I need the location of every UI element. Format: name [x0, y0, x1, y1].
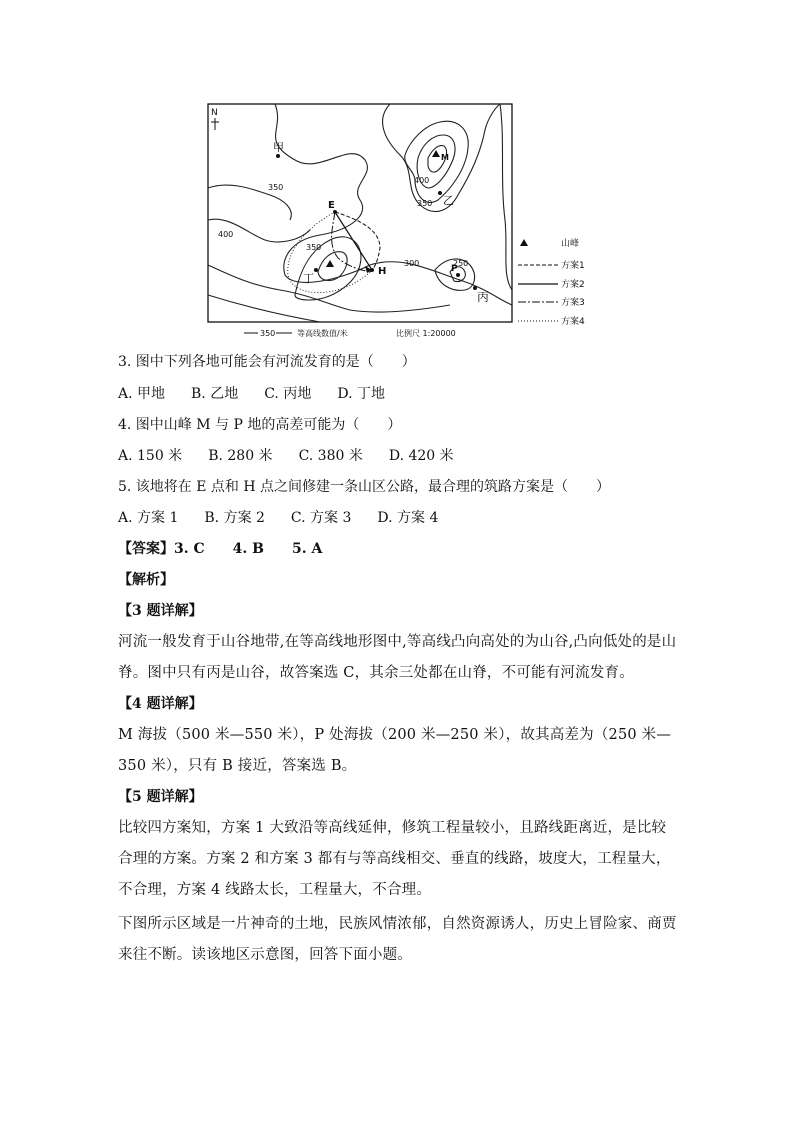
- place-jia-label: 甲: [273, 141, 284, 154]
- answer-line: 【答案】3. C 4. B 5. A: [118, 541, 323, 557]
- q3-option-b: B. 乙地: [191, 386, 239, 402]
- contour-line: [208, 295, 320, 322]
- q3-option-c: C. 丙地: [264, 386, 312, 402]
- detail-4-heading: 【4 题详解】: [118, 696, 203, 712]
- route-plan3: [332, 212, 370, 272]
- contour-value-label: 300: [404, 259, 420, 268]
- legend-plan2-label: 方案2: [561, 280, 585, 290]
- contour-line: [405, 121, 468, 202]
- contour-line: [295, 237, 361, 300]
- point-E-label: E: [328, 200, 335, 211]
- point-P-label: P: [451, 264, 458, 274]
- contour-map: [200, 100, 600, 345]
- peak-M-label: M: [441, 153, 449, 162]
- place-yi-label: 乙: [443, 194, 454, 207]
- legend-peak-icon: [520, 239, 528, 246]
- point-ding: [314, 268, 318, 272]
- point-H-label: H: [378, 266, 387, 277]
- place-ding-label: 丁: [303, 272, 314, 285]
- footer-contour-sample: 350: [260, 329, 276, 338]
- q4-option-c: C. 380 米: [298, 448, 363, 464]
- place-bing-label: 丙: [477, 290, 490, 304]
- contour-value-label: 350: [417, 199, 433, 208]
- q4-option-b: B. 280 米: [208, 448, 273, 464]
- detail-5-text: 比较四方案知，方案 1 大致沿等高线延伸，修筑工程量较小，且路线距离近，是比较合理的方案。方案 2 和方案 3 都有与等高线相交、垂直的线路，坡度大，工程量大，不合理，方案 4 线路太长，工程量大，不合理。: [118, 820, 671, 898]
- peak-ding-icon: [326, 260, 334, 267]
- legend-plan1-label: 方案1: [561, 261, 585, 271]
- footer-contour-text: 等高线数值/米: [297, 329, 348, 338]
- contour-value-label: 350: [268, 183, 284, 192]
- q3-option-d: D. 丁地: [337, 386, 385, 402]
- contour-value-label: 400: [414, 176, 430, 185]
- q5-option-d: D. 方案 4: [377, 510, 439, 526]
- contour-value-label: 400: [218, 230, 234, 239]
- north-label: N: [211, 108, 218, 118]
- contour-value-label: 250: [453, 259, 469, 268]
- q5-option-a: A. 方案 1: [118, 510, 179, 526]
- next-section-intro: 下图所示区域是一片神奇的土地，民族风情浓郁，自然资源诱人，历史上冒险家、商贾来往不断。读该地区示意图，回答下面小题。: [118, 916, 677, 963]
- q5-stem: 5. 该地将在 E 点和 H 点之间修建一条山区公路，最合理的筑路方案是（ ）: [118, 479, 611, 495]
- legend-peak-label: 山峰: [561, 239, 580, 249]
- peak-M-icon: [432, 150, 440, 157]
- q4-options: [118, 446, 480, 466]
- q3-stem: 3. 图中下列各地可能会有河流发育的是（ ）: [118, 354, 416, 370]
- contour-map-figure: [200, 100, 600, 345]
- detail-3-heading: 【3 题详解】: [118, 603, 203, 619]
- footer-scale: 比例尺 1:20000: [396, 329, 456, 338]
- route-plan1: [335, 212, 380, 272]
- q5-option-b: B. 方案 2: [204, 510, 265, 526]
- point-jia: [276, 154, 280, 158]
- analysis-heading: 【解析】: [118, 572, 174, 588]
- detail-3-text: 河流一般发育于山谷地带,在等高线地形图中,等高线凸向高处的为山谷,凸向低处的是山脊。图中只有丙是山谷，故答案选 C，其余三处都在山脊，不可能有河流发育。: [118, 634, 677, 681]
- q5-options: [118, 508, 464, 528]
- point-H: [370, 268, 374, 272]
- point-yi: [438, 191, 442, 195]
- q5-option-c: C. 方案 3: [290, 510, 352, 526]
- q4-option-d: D. 420 米: [388, 448, 454, 464]
- q3-options: [118, 384, 411, 404]
- contour-line: [500, 104, 512, 290]
- q3-option-a: A. 甲地: [118, 386, 166, 402]
- contour-value-label: 350: [306, 243, 322, 252]
- q4-stem: 4. 图中山峰 M 与 P 地的高差可能为（ ）: [118, 417, 402, 433]
- detail-5-heading: 【5 题详解】: [118, 789, 203, 805]
- detail-4-text: M 海拔（500 米—550 米），P 处海拔（200 米—250 米），故其高差为（250 米—350 米），只有 B 接近，答案选 B。: [118, 727, 672, 774]
- q4-option-a: A. 150 米: [118, 448, 183, 464]
- route-plan2: [335, 212, 372, 270]
- legend-plan3-label: 方案3: [561, 298, 585, 308]
- legend-plan4-label: 方案4: [561, 317, 585, 327]
